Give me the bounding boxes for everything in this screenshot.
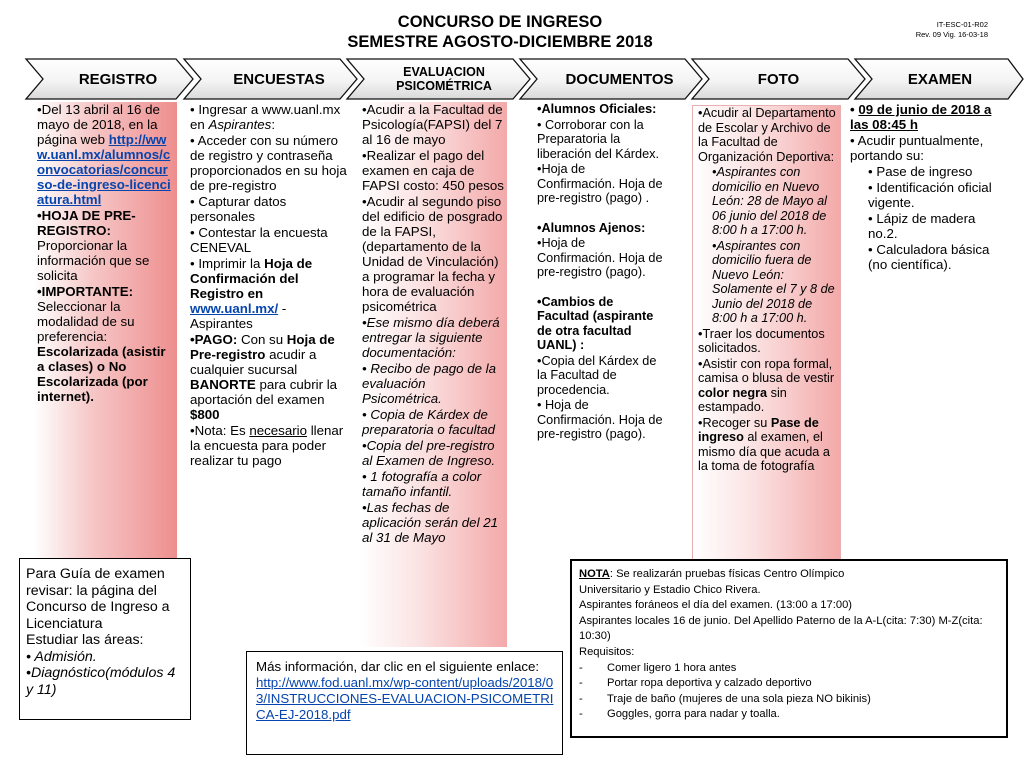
encuestas-item-ingresar [190,102,350,132]
cambios-facultad-heading: •Cambios de Facultad (aspirante de otra facultad UANL) : [537,294,654,352]
examen-item-fecha [850,102,1006,132]
hoja-confirmacion-text: Hoja de Confirmación del Registro en [190,256,313,301]
importante-text: Seleccionar la modalidad de su preferencia: [37,299,135,344]
evaluacion-item-recibo: • Recibo de pago de la evaluación Psicométrica. [362,361,497,406]
alumnos-ajenos-heading: •Alumnos Ajenos: [537,220,646,235]
examen-column [848,102,1008,273]
nota-necesario: necesario [249,423,307,438]
step-registro: REGISTRO [78,70,158,88]
registro-item-importante [37,284,175,404]
evaluacion-item-kardex: • Copia de Kárdex de preparatoria o facultad [362,407,496,437]
guide-text: Para Guía de examen revisar: la página del Concurso de Ingreso a Licenciatura [26,566,170,632]
requirement-item [579,661,1000,677]
more-info-box [246,651,563,755]
note-label: NOTA [579,568,610,580]
examen-date: 09 de junio de 2018 a las 08:45 h [850,102,992,132]
ropa-text-2: sin estampado. [698,385,787,414]
pase-text-2: al examen, el mismo día que acuda a la toma de fotografía [698,430,830,473]
requirement-text: Portar ropa deportiva y calzado deportivo [607,677,812,690]
uanl-link[interactable]: www.uanl.mx/ [190,301,279,316]
examen-item-acudir: • Acudir puntualmente, portando su: [850,133,984,163]
exam-guide-box [19,558,191,720]
foto-item-documentos: •Traer los documentos solicitados. [698,326,825,355]
title-line-2: SEMESTRE AGOSTO-DICIEMBRE 2018 [347,33,653,51]
nota-text-1: •Nota: Es [190,423,250,438]
encuestas-item-pago [190,332,350,422]
cost-text: $800 [190,407,220,422]
evaluacion-item-pago: •Realizar el pago del examen en caja de FAPSI costo: 450 pesos [362,148,504,193]
evaluacion-item-preregistro: •Copia del pre-registro al Examen de Ingreso. [362,438,496,468]
requirement-item [579,692,1000,708]
encuestas-item-nota [190,423,350,468]
nota-text-2: llenar la encuesta para poder realizar tu pago [190,423,344,468]
imprimir-text: • Imprimir la [190,256,265,271]
more-info-text: Más información, dar clic en el siguiente enlace: [256,659,540,674]
pase-text-1: •Recoger su [698,415,771,430]
foto-item-nuevo-leon: •Aspirantes con domicilio en Nuevo León: 28 de Mayo al 06 junio del 2018 de 8:00 h a 17:00 h. [712,165,827,237]
evaluacion-item-foto: • 1 fotografía a color tamaño infantil. [362,469,482,499]
evaluacion-item-acudir: •Acudir a la Facultad de Psicología(FAPSI) del 7 al 16 de mayo [362,102,503,147]
ref-revision: Rev. 09 Vig. 16-03-18 [915,30,988,39]
registro-dates-text: •Del 13 abril al 16 de mayo de 2018, en la página web [37,102,160,147]
pago-text-4: para cubrir la aportación del examen [190,377,338,407]
banorte-text: BANORTE [190,377,256,392]
dash-marker: - [579,692,583,705]
note-line-3: Aspirantes foráneos el día del examen. (13:00 a 17:00) [579,599,853,612]
encuestas-item-contestar: • Contestar la encuesta CENEVAL [190,225,328,255]
registro-item-hoja [37,208,175,283]
dash-marker: - [579,708,583,721]
importante-label: •IMPORTANTE: [37,284,133,299]
foto-item-ropa [698,357,838,415]
step-encuestas: ENCUESTAS [233,70,325,88]
document-reference [878,20,988,40]
pase-ingreso: Pase de ingreso [698,415,819,444]
encuestas-item-imprimir [190,256,350,331]
encuestas-item-acceder: • Acceder con su número de registro y contraseña proporcionados en su hoja de pre-registro [190,133,347,193]
note-line-2: Universitario y Estadio Chico Rivera. [579,583,761,596]
instructions-pdf-link[interactable]: http://www.fod.uanl.mx/wp-content/uploads/2018/03/INSTRUCCIONES-EVALUACION-PSICOMETRICA-EJ-2018.pdf [256,675,554,722]
guide-areas-heading: Estudiar las áreas: [26,632,144,648]
fecha-bullet: • [850,102,859,117]
documentos-item-hoja-3: • Hoja de Confirmación. Hoja de pre-registro (pago). [537,398,663,441]
foto-item-acudir: •Acudir al Departamento de Escolar y Archivo de la Facultad de Organización Deportiva: [698,106,836,164]
step-evaluacion: EVALUACION PSICOMÉTRICA [396,65,492,93]
alumnos-oficiales-heading: •Alumnos Oficiales: [537,102,657,116]
documentos-item-kardex: •Copia del Kárdex de la Facultad de procedencia. [537,353,657,397]
note-line-1-text: : Se realizarán pruebas físicas Centro Olímpico [609,568,845,580]
registro-item-dates [37,102,175,207]
encuestas-item-capturar: • Capturar datos personales [190,194,287,224]
evaluacion-column [359,102,507,647]
evaluacion-item-fechas: •Las fechas de aplicación serán del 21 al 31 de Mayo [362,500,499,545]
modalidad-options: Escolarizada (asistir a clases) o No Escolarizada (por internet). [37,344,166,404]
requirement-item [579,676,1000,692]
pago-text-3: acudir a cualquier sucursal [190,347,317,377]
documentos-column [535,102,667,443]
foto-item-foraneos: •Aspirantes con domicilio fuera de Nuevo León: Solamente el 7 y 8 de Junio del 2018 de 8:00 h a 17:00 h. [712,238,835,325]
note-line-5: Requisitos: [579,645,635,658]
guide-area-admision: • Admisión. [26,648,97,665]
ingresar-colon: : [271,117,276,132]
ingresar-text: • Ingresar a www.uanl.mx en [190,102,341,132]
title-line-1: CONCURSO DE INGRESO [397,13,603,31]
dash-marker: - [579,677,583,690]
documentos-item-hoja-2: •Hoja de Confirmación. Hoja de pre-registro (pago). [537,236,663,279]
pago-label: •PAGO: [190,332,238,347]
evaluacion-item-programar: •Acudir al segundo piso del edificio de posgrado de la FAPSI,(departamento de la Unidad de Vinculación) a programar la fecha y hora de evaluación psicométrica [362,194,503,314]
examen-item-calculadora: • Calculadora básica (no científica). [868,242,990,272]
hoja-text: Proporcionar la información que se solicita [37,238,150,283]
hoja-label: •HOJA DE PRE-REGISTRO: [37,208,136,238]
evaluacion-item-documentacion: •Ese mismo día deberá entregar la siguiente documentación: [362,315,500,360]
note-line-4: Aspirantes locales 16 de junio. Del Apellido Paterno de la A-L(cita: 7:30) M-Z(cita: 10:30) [579,614,983,643]
requirement-text: Comer ligero 1 hora antes [607,661,737,674]
step-foto: FOTO [757,70,800,88]
guide-area-diagnostico: •Diagnóstico(módulos 4 y 11) [26,665,176,698]
requirement-text: Traje de baño (mujeres de una sola pieza NO bikinis) [607,692,871,705]
requirement-text: Goggles, gorra para nadar y toalla. [607,708,780,721]
dash-marker: - [579,661,583,674]
foto-item-pase [698,416,838,474]
ropa-color: color negra [698,385,768,400]
registro-column [34,102,177,560]
ref-code: IT-ESC-01-R02 [936,20,988,29]
ropa-text-1: •Asistir con ropa formal, camisa o blusa de vestir [698,356,835,385]
page-title [260,12,740,52]
convocatoria-link[interactable]: http://www.uanl.mx/alumnos/convocatorias/concurso-de-ingreso-licenciatura.html [37,132,171,207]
aspirantes-suffix: - Aspirantes [190,301,287,331]
documentos-item-corroborar: • Corroborar con la Preparatoria la liberación del Kárdex. [537,117,660,161]
note-box [570,559,1008,738]
examen-item-pase: • Pase de ingreso [868,164,973,179]
documentos-item-hoja-1: •Hoja de Confirmación. Hoja de pre-registro (pago) . [537,162,663,205]
aspirantes-text: Aspirantes [208,117,272,132]
examen-item-lapiz: • Lápiz de madera no.2. [868,211,976,241]
pago-text-1: Con su [237,332,287,347]
foto-column [692,105,841,562]
encuestas-column [186,102,352,469]
requirement-item [579,707,1000,723]
note-line-1 [579,567,1000,583]
step-documentos: DOCUMENTOS [565,70,674,88]
examen-item-identificacion: • Identificación oficial vigente. [868,180,992,210]
pago-text-2: Hoja de Pre-registro [190,332,335,362]
step-examen: EXAMEN [907,70,973,88]
